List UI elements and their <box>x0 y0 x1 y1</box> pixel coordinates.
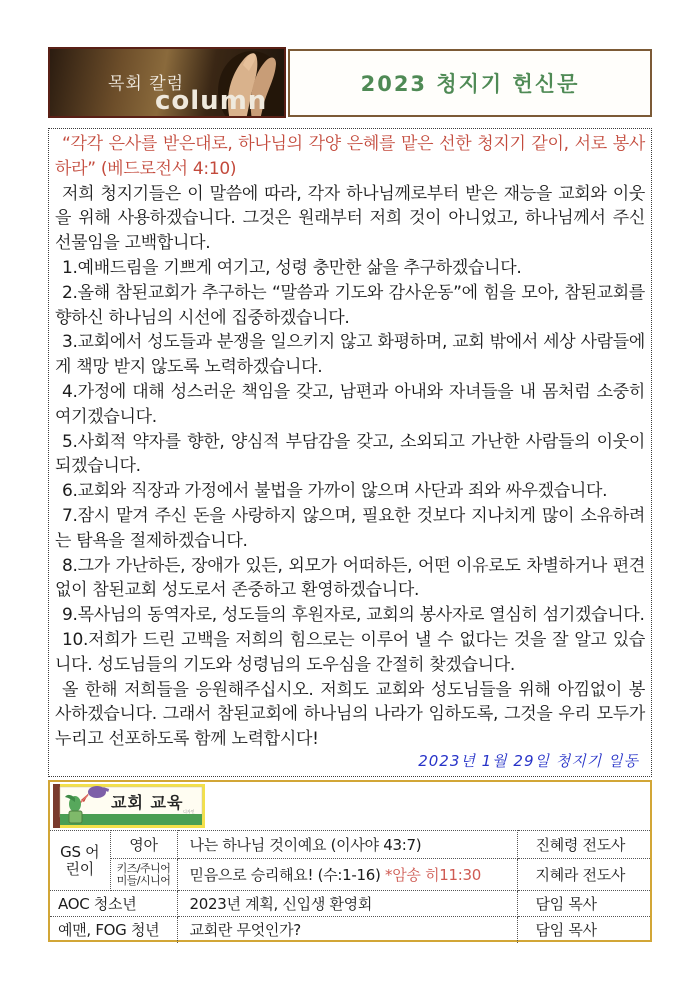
group-cell-aoc-youth: AOC 청소년 <box>50 891 177 917</box>
teacher-cell: 담임 목사 <box>517 917 650 943</box>
scripture-quote: “각각 은사를 받은대로, 하나님의 각양 은혜를 맡은 선한 청지기 같이, 서로 봉사하라” (베드로전서 4:10) <box>55 134 645 179</box>
commitment-item-5: 5.사회적 약자를 향한, 양심적 부담감을 갖고, 소외되고 가난한 사람들의 이웃이 되겠습니다. <box>55 431 645 477</box>
group-cell-young-adults: 예맨, FOG 청년 <box>50 917 177 943</box>
lesson-cell: 교회란 무엇인가? <box>177 917 517 943</box>
column-title-korean: 목회 칼럼 <box>108 74 185 94</box>
lesson-cell <box>177 859 517 891</box>
teacher-cell: 지혜라 전도사 <box>517 859 650 891</box>
memory-verse: *암송 히11:30 <box>385 866 481 884</box>
table-row <box>50 859 650 891</box>
commitment-item-2: 2.올해 참된교회가 추구하는 “말씀과 기도와 감사운동”에 힘을 모아, 참된교회를 향하신 하나님의 시선에 집중하겠습니다. <box>55 282 645 328</box>
church-education-banner-image <box>53 784 205 828</box>
commitment-item-3: 3.교회에서 성도들과 분쟁을 일으키지 않고 화평하며, 교회 밖에서 세상 사람들에게 책망 받지 않도록 노력하겠습니다. <box>55 332 645 378</box>
column-title-english: column <box>155 86 268 116</box>
class-line-2: 미들/시니어 <box>116 873 171 887</box>
commitment-item-7: 7.잠시 맡겨 주신 돈을 사랑하지 않으며, 필요한 것보다 지나치게 많이 소유하려는 탐욕을 절제하겠습니다. <box>55 505 645 551</box>
commitment-item-6: 6.교회와 직장과 가정에서 불법을 가까이 않으며 사단과 죄와 싸우겠습니다. <box>62 481 608 502</box>
lesson-cell: 2023년 계획, 신입생 환영회 <box>177 891 517 917</box>
education-schedule-table <box>50 830 650 943</box>
teacher-cell: 담임 목사 <box>517 891 650 917</box>
commitment-item-4: 4.가정에 대해 성스러운 책임을 갖고, 남편과 아내와 자녀들을 내 몸처럼 소중히 여기겠습니다. <box>55 381 645 427</box>
lesson-text: 믿음으로 승리해요! (수:1-16) <box>189 866 381 884</box>
newsletter-title-box <box>288 49 652 117</box>
class-line-1: 키즈/주니어 <box>116 861 171 875</box>
commitment-item-8: 8.그가 가난하든, 장애가 있든, 외모가 어떠하든, 어떤 이유로도 차별하거나 편견 없이 참된교회 성도로서 존중하고 환영하겠습니다. <box>55 555 645 601</box>
closing-paragraph: 올 한해 저희들을 응원해주십시오. 저희도 교회와 성도님들을 위해 아낌없이 봉사하겠습니다. 그래서 참된교회에 하나님의 나라가 임하도록, 그것을 우리 모두가 누리고 선포하도록 함께 노력합시다! <box>55 679 645 750</box>
lesson-cell: 나는 하나님 것이예요 (이사야 43:7) <box>177 831 517 859</box>
table-row <box>50 917 650 943</box>
commitment-item-9: 9.목사님의 동역자로, 성도들의 후원자로, 교회의 봉사자로 열심히 섬기겠습니다. <box>62 605 645 626</box>
pastoral-column-banner <box>48 47 286 118</box>
commitment-item-1: 1.예배드림을 기쁘게 여기고, 성령 충만한 삶을 추구하겠습니다. <box>62 257 522 278</box>
commitment-item-10: 10.저희가 드린 고백을 저희의 힘으로는 이루어 낼 수 없다는 것을 잘 알고 있습니다. 성도님들의 기도와 성령님의 도우심을 간절히 찾겠습니다. <box>55 629 645 675</box>
education-banner-title: 교회 교육 <box>111 793 184 812</box>
class-cell-infants: 영아 <box>110 831 177 859</box>
class-cell-kids-junior <box>110 859 177 891</box>
newsletter-title: 2023 청지기 헌신문 <box>360 72 580 96</box>
handwritten-signature: 2023년 1월 29일 청지기 일동 <box>418 752 639 770</box>
svg-text:디자인: 디자인 <box>183 809 195 814</box>
church-education-section <box>48 780 652 942</box>
teacher-cell: 진혜령 전도사 <box>517 831 650 859</box>
commitment-text-box <box>48 128 652 777</box>
table-row <box>50 831 650 859</box>
table-row <box>50 891 650 917</box>
group-cell-gs-children: GS 어린이 <box>50 831 110 891</box>
intro-paragraph: 저희 청지기들은 이 말씀에 따라, 각자 하나님께로부터 받은 재능을 교회와 이웃을 위해 사용하겠습니다. 그것은 원래부터 저희 것이 아니었고, 하나님께서 주신 선물임을 고백합니다. <box>55 183 645 254</box>
